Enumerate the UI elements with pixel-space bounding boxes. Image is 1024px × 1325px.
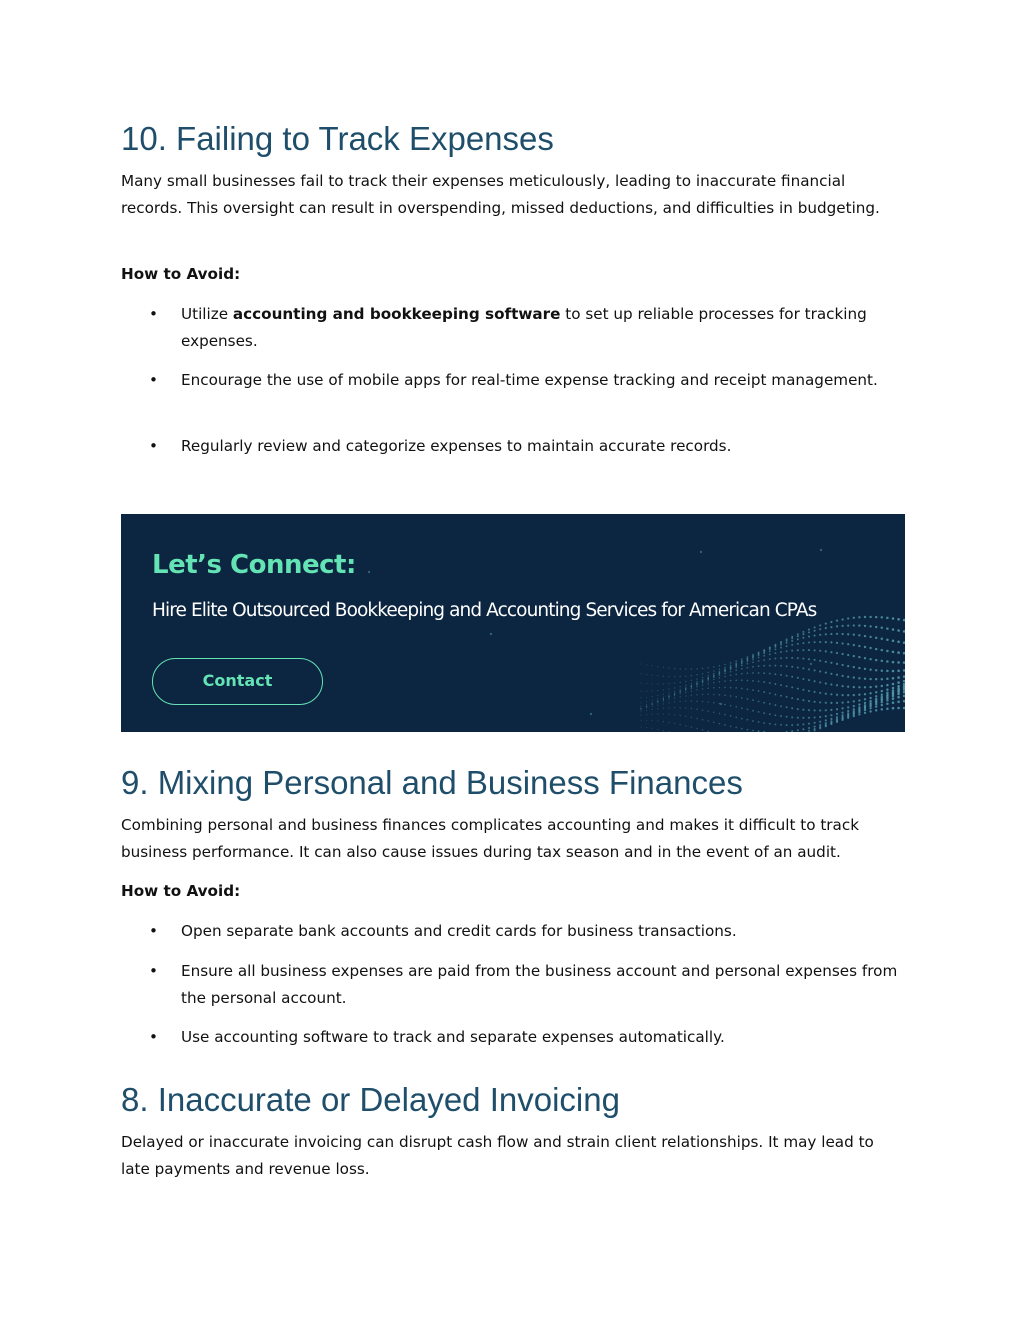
contact-button[interactable]: Contact [152, 658, 323, 705]
list-item-text: Open separate bank accounts and credit cards for business transactions. [181, 922, 737, 940]
list-item-text: Utilize accounting and bookkeeping software to set up reliable processes for tracking expenses. [181, 305, 867, 350]
list-item-text: Regularly review and categorize expenses to maintain accurate records. [181, 437, 732, 455]
contact-banner [121, 514, 905, 732]
how-to-avoid-label: How to Avoid: [121, 265, 241, 283]
section-heading-invoicing: 8. Inaccurate or Delayed Invoicing [121, 1081, 620, 1118]
bullet-icon: • [149, 371, 158, 389]
banner-subtitle: Hire Elite Outsourced Bookkeeping and Accounting Services for American CPAs [152, 600, 817, 621]
how-to-avoid-label: How to Avoid: [121, 882, 241, 900]
section-body-invoicing: Delayed or inaccurate invoicing can disrupt cash flow and strain client relationships. It may lead to late payments and revenue loss. [121, 1133, 874, 1178]
list-item-text: Encourage the use of mobile apps for real-time expense tracking and receipt management. [181, 371, 878, 389]
banner-title: Let’s Connect: [152, 550, 356, 580]
section-heading-failing-to-track-expenses: 10. Failing to Track Expenses [121, 120, 554, 157]
list-item-text: Ensure all business expenses are paid from the business account and personal expenses from the personal account. [181, 962, 898, 1007]
bullet-icon: • [149, 922, 158, 940]
section-body-failing-to-track-expenses: Many small businesses fail to track their expenses meticulously, leading to inaccurate financial records. This oversight can result in overspending, missed deductions, and difficulties in budgeting. [121, 172, 880, 217]
bullet-icon: • [149, 1028, 158, 1046]
bold-software-phrase: accounting and bookkeeping software [232, 305, 561, 323]
list-item-text: Use accounting software to track and separate expenses automatically. [181, 1028, 725, 1046]
bullet-icon: • [149, 305, 158, 323]
section-body-mixing-finances: Combining personal and business finances complicates accounting and makes it difficult to track business performance. It can also cause issues during tax season and in the event of an audit. [121, 816, 860, 861]
bullet-icon: • [149, 962, 158, 980]
bullet-icon: • [149, 437, 158, 455]
section-heading-mixing-finances: 9. Mixing Personal and Business Finances [121, 764, 743, 801]
